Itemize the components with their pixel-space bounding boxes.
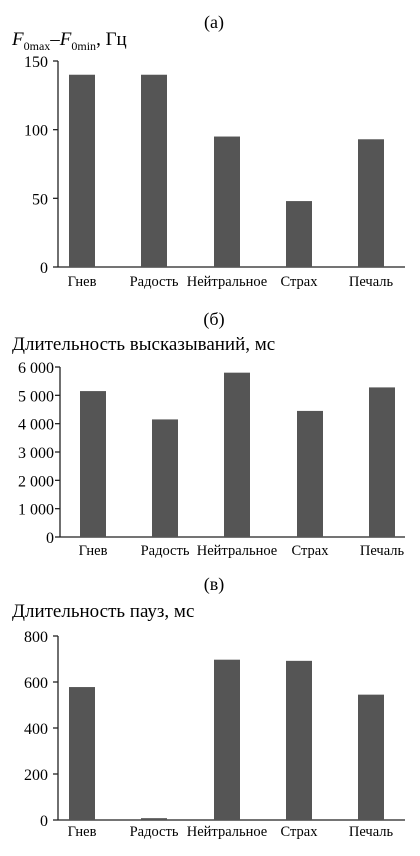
y-tick-label: 0 (40, 260, 48, 277)
panel-b-ylabel: Длительность высказываний, мс (12, 334, 276, 355)
bar (214, 660, 240, 820)
y-tick-label: 0 (46, 530, 54, 547)
panel-c-ylabel: Длительность пауз, мс (12, 601, 195, 622)
bar (69, 687, 95, 820)
bar (214, 137, 240, 267)
panel-a (11, 12, 405, 290)
bar (80, 391, 106, 537)
y-tick-label: 6 000 (18, 360, 54, 377)
panel-a-label: (а) (204, 12, 224, 32)
panel-a-ylabel: $F_{0max}-F_{0min}$, Гц (12, 29, 127, 53)
y-tick-label: 50 (32, 191, 48, 209)
bar (358, 139, 384, 267)
x-tick-label: Радость (129, 824, 179, 840)
bar (69, 75, 95, 267)
x-tick-label: Страх (280, 274, 318, 290)
bar (141, 75, 167, 267)
x-tick-label: Нейтральное (186, 274, 268, 290)
y-tick-label: 200 (24, 767, 48, 784)
y-tick-label: 1 000 (18, 501, 54, 519)
y-tick-label: 150 (24, 54, 48, 71)
y-tick-label: 100 (24, 122, 48, 140)
x-tick-label: Нейтральное (186, 824, 268, 840)
y-tick-label: 400 (24, 721, 48, 738)
x-tick-label: Радость (140, 543, 190, 559)
panel-c (12, 574, 405, 840)
x-tick-label: Радость (129, 274, 179, 290)
bar (152, 419, 178, 537)
x-tick-label: Печаль (348, 824, 394, 840)
y-tick-label: 0 (40, 813, 48, 830)
bar (358, 695, 384, 820)
y-tick-label: 4 000 (18, 416, 54, 434)
panel-b-plot (18, 360, 405, 559)
panel-b-label: (б) (203, 309, 225, 329)
x-tick-label: Гнев (78, 543, 108, 559)
y-tick-label: 3 000 (18, 445, 54, 462)
y-tick-label: 800 (24, 629, 48, 646)
x-tick-label: Страх (291, 543, 329, 559)
bar (141, 818, 167, 820)
panel-a-plot (24, 54, 405, 290)
panel-c-plot (24, 629, 405, 840)
x-tick-label: Гнев (67, 274, 97, 290)
x-tick-label: Печаль (359, 543, 405, 559)
x-tick-label: Нейтральное (196, 543, 278, 559)
panel-c-label: (в) (203, 574, 225, 594)
panel-b (12, 309, 405, 559)
bar (297, 411, 323, 537)
y-tick-label: 5 000 (18, 388, 54, 406)
x-tick-label: Страх (280, 824, 318, 840)
y-tick-label: 2 000 (18, 473, 54, 491)
bar (369, 387, 395, 537)
x-tick-label: Гнев (67, 824, 97, 840)
bar (286, 661, 312, 820)
x-tick-label: Печаль (348, 274, 394, 290)
bar (286, 201, 312, 267)
y-tick-label: 600 (24, 675, 48, 692)
bar (224, 373, 250, 537)
